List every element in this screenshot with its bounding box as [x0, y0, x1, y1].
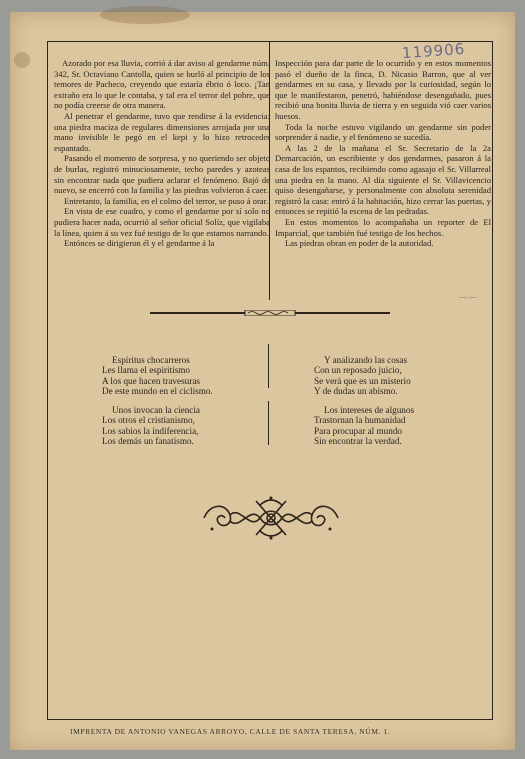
- verse-line: Y de dudas un abismo.: [314, 386, 398, 397]
- verse-line: Se verá que es un misterio: [314, 375, 411, 386]
- verse-stanza: [314, 355, 411, 397]
- verse-line: Los demás un fanatismo.: [102, 436, 194, 447]
- verse-line: Trastornan la humanidad: [314, 415, 406, 426]
- verse-divider: [268, 344, 269, 388]
- right-column: [275, 58, 491, 249]
- catalog-number: 119906: [401, 39, 466, 63]
- verse-line: De este mundo en el ciclismo.: [102, 386, 213, 397]
- printer-footer: IMPRENTA DE ANTONIO VANEGAS ARROYO, CALLE DE SANTA TERESA, NÚM. 1.: [70, 727, 391, 736]
- paragraph: Toda la noche estuvo vigilando un gendarme sin poder sorprender á nadie, y el fenómeno se sucedía.: [275, 121, 491, 143]
- verse-line: Los intereses de algunos: [324, 405, 415, 415]
- paragraph: Las piedras obran en poder de la autoridad.: [285, 238, 434, 249]
- paragraph: Entretanto, la familia, en el colmo del terror, se puso á orar.: [64, 195, 269, 206]
- paragraph: En vista de ese cuadro, y como el gendarme por sí solo no pudiera hacer nada, ocurrió al señor oficial Solíz, que vigilaba la línea, quien á su vez fué testigo de lo que estamos narrando.: [54, 206, 270, 238]
- verse-stanza: [102, 405, 200, 447]
- verse-line: A los que hacen travesuras: [102, 375, 200, 386]
- verse-line: Para procupar al mundo: [314, 425, 403, 436]
- verse-line: Los otros el cristianismo,: [102, 415, 195, 426]
- paragraph: A las 2 de la mañana el Sr. Secretario de la 2a Demarcación, un escribiente y dos gendarmes, pasaron á la casa de los espantos, recibiendo como agasajo el Sr. Villarreal una piedra en la mano. Al día siguiente el Sr. Villavicencio quiso desengañarse, y personalmente con absoluta serenidad registró la casa: entró á la habitación, hizo cerrar las puertas, y entonces se repitió la escena de las pedradas.: [275, 142, 491, 217]
- verse-stanza: [102, 355, 213, 397]
- left-column: [54, 58, 270, 249]
- section-divider-ornament: [150, 310, 390, 316]
- verse-line: Sin encontrar la verdad.: [314, 436, 402, 447]
- verse-divider: [268, 401, 269, 445]
- verse-line: Con un reposado juicio,: [314, 365, 402, 376]
- verse-line: Los sabios la indiferencia,: [102, 425, 199, 436]
- decorative-ornament: [200, 495, 342, 541]
- verse-line: Y analizando las cosas: [324, 355, 408, 365]
- paragraph: Entónces se dirigieron él y el gendarme á la: [64, 238, 215, 249]
- paragraph: En estos momentos lo acompañaba un reporter de El Imparcial, que también fué testigo de los hechos.: [275, 216, 491, 238]
- paragraph: Inspección para dar parte de lo ocurrido y en estos momentos pasó el dueño de la finca, D. Nicasio Barron, que al ver gendarmes en su casa, y llevado por la curiosidad, según lo que le manifestaron, penetró, habiéndose desengañado, pues recibió una bonita lluvia de tierra y en seguida vió caer varios huesos.: [275, 58, 491, 121]
- small-mark: —:—:—: [459, 296, 477, 301]
- paragraph: Pasando el momento de sorpresa, y no queriendo ser objeto de burlas, registró minuciosamente, techo paredes y azoteas sin encontrar nada que pudiera aclarar el fenómeno. Bajó de nuevo, se encerró con la familia y las piedras volvieron á caer.: [54, 153, 270, 196]
- paragraph: Al penetrar el gendarme, tuvo que rendirse á la evidencia: una piedra maciza de regulares dimensiones arrojada por una mano invisible le pegó en el kepi y lo hizo retroceder espantado.: [54, 110, 270, 153]
- verse-stanza: [314, 405, 414, 447]
- verse-line: Espíritus chocarreros: [112, 355, 190, 365]
- verse-line: Unos invocan la ciencia: [112, 405, 201, 415]
- verse-line: Les llama el espiritismo: [102, 365, 191, 376]
- paragraph: Azorado por esa lluvia, corrió á dar aviso al gendarme núm. 342, Sr. Octaviano Cantolla, quien se burló al principio de los temores de Pacheco, creyendo que estaría ébrio ó loco. ¡Tan extraño era lo que le contaba, y tal era el terror del pobre, que no podía creerse de otra manera.: [54, 58, 270, 111]
